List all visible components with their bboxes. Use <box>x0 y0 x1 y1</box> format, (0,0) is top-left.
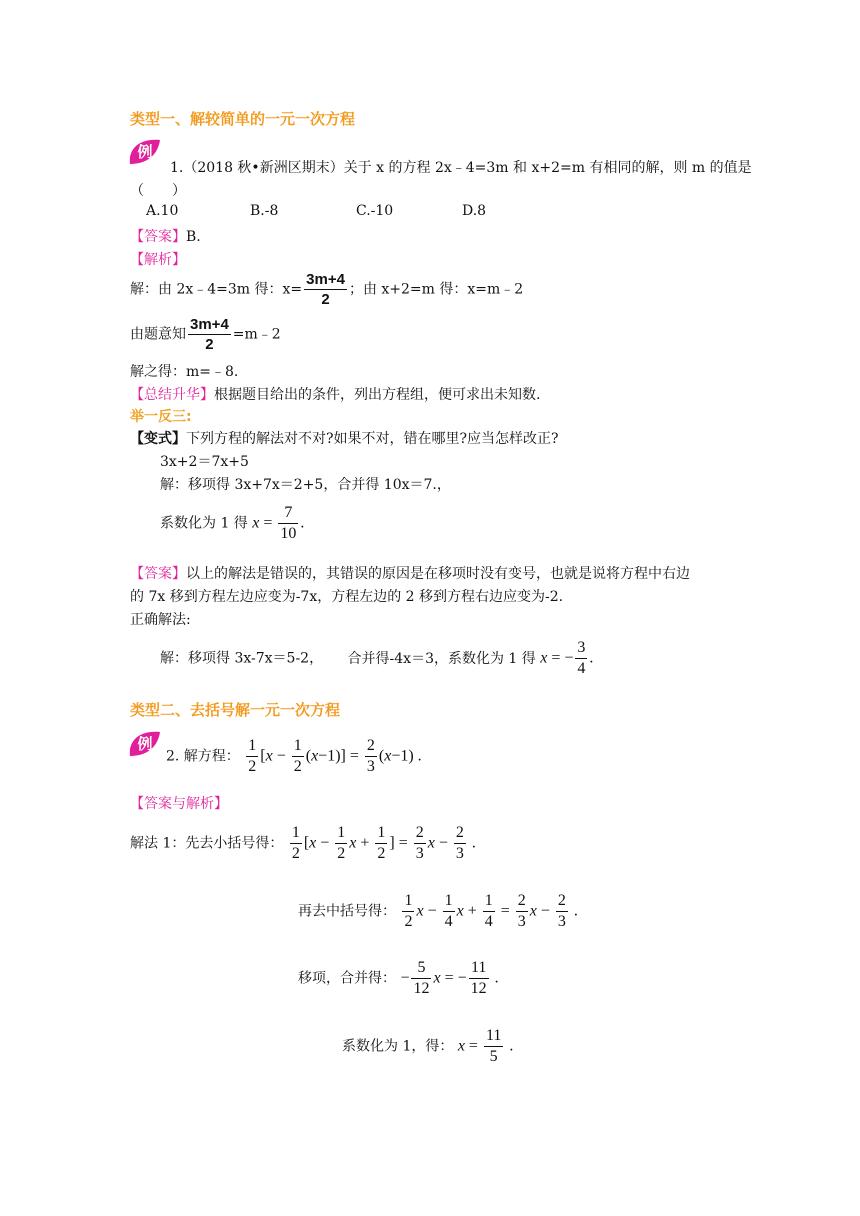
known-prefix: 由题意知 <box>130 326 186 343</box>
fraction-2-over-3: $\frac{2}{3}$ <box>366 737 375 775</box>
m2-prefix: 再去中括号得： <box>298 903 396 920</box>
answer-value: B. <box>186 229 201 245</box>
svg-text:例: 例 <box>137 735 153 753</box>
m3-prefix: 移项，合并得： <box>298 970 396 987</box>
known-suffix: =m﹣2 <box>232 326 281 343</box>
question-2: 2. 解方程： $\frac{1}{2}$ [x − $\frac{1}{2}$ (x−1)] = $\frac{2}{3}$ (x−1) . <box>166 737 422 775</box>
option-c: C.-10 <box>356 203 394 219</box>
method-step-1: 解法 1：先去小括号得： $\frac{1}{2}$ [x − $\frac{1}{2}$ x + $\frac{1}{2}$ ] = $\frac{2}{3}$ x − $\frac{2}{3}$ . <box>130 824 476 862</box>
answer-line <box>130 226 201 246</box>
fraction-1-over-2: $\frac{1}{2}$ <box>248 737 257 775</box>
correct-title: 正确解法: <box>130 612 191 628</box>
fraction-known: $\frac{3m+4}{2}$ <box>190 316 229 353</box>
answer2-tag: 【答案】 <box>130 566 186 582</box>
variant-step-1: 解：移项得 3x+7x＝2+5，合并得 10x＝7.， <box>160 477 451 493</box>
m1-prefix: 解法 1：先去小括号得： <box>130 835 284 852</box>
section-title-2: 类型二、去括号解一元一次方程 <box>130 701 341 719</box>
example-badge-icon <box>128 728 162 758</box>
solution-line-1 <box>130 272 523 307</box>
question-1: 1.（2018 秋•新洲区期末）关于 x 的方程 2x﹣4=3m 和 x+2=m 有相同的解，则 m 的值是 <box>170 160 752 176</box>
analysis-tag: 【解析】 <box>130 252 186 268</box>
solution-suffix: ；由 x+2=m 得：x=m﹣2 <box>348 281 524 298</box>
option-a: A.10 <box>146 203 179 219</box>
answer2-line-1 <box>130 563 690 583</box>
known-line <box>130 317 281 352</box>
var-x: x <box>540 649 548 667</box>
question-1-blank: （ ） <box>130 183 186 199</box>
variant-tag: 【变式】 <box>130 431 186 447</box>
fraction-3-over-4: $\frac{3}{4}$ <box>577 639 586 677</box>
fraction-7-over-10: $\frac{7}{10}$ <box>280 504 297 542</box>
correct-solution: 解：移项得 3x-7x＝5-2， 合并得-4x＝3，系数化为 1 得 x = − $\frac{3}{4}$ . <box>160 639 594 677</box>
solution-prefix: 解：由 2x﹣4=3m 得：x= <box>130 281 303 298</box>
correct-step-b: 合并得-4x＝3，系数化为 1 得 <box>347 650 536 667</box>
option-d: D.8 <box>462 203 487 219</box>
method-step-4: 系数化为 1，得： x = $\frac{11}{5}$ . <box>342 1027 514 1065</box>
variant-line <box>130 428 559 448</box>
example-badge-icon <box>128 136 162 166</box>
variant-equation: 3x+2＝7x+5 <box>160 454 249 470</box>
extend-heading: 举一反三: <box>130 409 192 425</box>
m4-prefix: 系数化为 1，得： <box>342 1038 454 1055</box>
summary-tag: 【总结升华】 <box>130 387 214 403</box>
svg-text:例: 例 <box>137 143 153 161</box>
var-x: x <box>252 514 260 532</box>
answer-tag: 【答案】 <box>130 229 186 245</box>
analysis-tag-2: 【答案与解析】 <box>130 796 228 812</box>
variant-step-2: 系数化为 1 得 x = $\frac{7}{10}$ . <box>160 504 305 542</box>
correct-step-a: 解：移项得 3x-7x＝5-2， <box>160 650 324 667</box>
answer2-line-2: 的 7x 移到方程左边应变为-7x，方程左边的 2 移到方程右边应变为-2. <box>130 589 564 605</box>
answer2-text-1: 以上的解法是错误的，其错误的原因是在移项时没有变号，也就是说将方程中右边 <box>186 566 690 582</box>
section-title-1: 类型一、解较简单的一元一次方程 <box>130 110 356 128</box>
option-b: B.-8 <box>250 203 279 219</box>
method-step-2: 再去中括号得： $\frac{1}{2}$ x − $\frac{1}{4}$ x + $\frac{1}{4}$ = $\frac{2}{3}$ x − $\frac{2}{3}$ . <box>298 892 578 930</box>
step2-prefix: 系数化为 1 得 <box>160 515 248 532</box>
fraction-1-over-2: $\frac{1}{2}$ <box>293 737 302 775</box>
summary-text: 根据题目给出的条件，列出方程组，便可求出未知数. <box>214 387 541 403</box>
variant-question: 下列方程的解法对不对?如果不对，错在哪里?应当怎样改正? <box>186 431 559 447</box>
result-line: 解之得：m=﹣8. <box>130 364 239 380</box>
summary-line <box>130 384 540 404</box>
fraction-3m4-over-2: $\frac{3m+4}{2}$ <box>306 271 345 308</box>
question-2-prefix: 2. 解方程： <box>166 748 240 765</box>
method-step-3: 移项，合并得： − $\frac{5}{12}$ x = − $\frac{11}{12}$ . <box>298 959 499 997</box>
